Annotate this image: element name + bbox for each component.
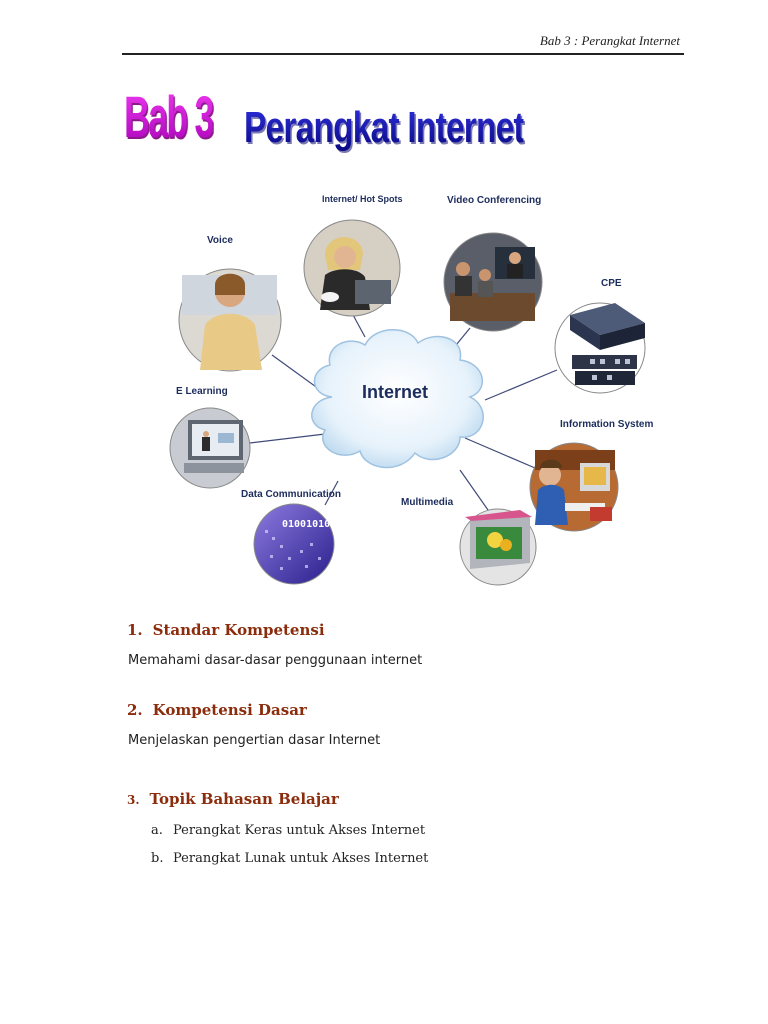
voice-label: Voice: [207, 235, 233, 246]
internet-diagram: [160, 185, 660, 590]
topic-item-a: [151, 823, 425, 838]
cpe-label: CPE: [601, 278, 622, 289]
multimedia-label: Multimedia: [401, 497, 454, 508]
data-communication-image: [254, 504, 334, 584]
information-system-photo: [530, 443, 618, 531]
running-head: Bab 3 : Perangkat Internet: [539, 33, 680, 48]
information-system-label: Information System: [560, 419, 654, 430]
cpe-photo: [555, 303, 645, 393]
section-1-number: 1.: [127, 621, 143, 639]
section-2-heading: [127, 701, 307, 719]
section-1-title: Standar Kompetensi: [152, 621, 325, 639]
page-title: Perangkat Internet: [244, 103, 524, 152]
video-conferencing-photo: [444, 233, 542, 331]
topic-item-a-text: Perangkat Keras untuk Akses Internet: [173, 823, 426, 838]
topic-item-b-text: Perangkat Lunak untuk Akses Internet: [173, 851, 429, 866]
elearning-photo: [170, 408, 250, 488]
section-3-number: 3.: [127, 793, 140, 807]
section-2-body: Menjelaskan pengertian dasar Internet: [128, 733, 381, 748]
topic-item-b: [151, 851, 428, 866]
section-3-heading: [127, 790, 339, 808]
hotspots-label: Internet/ Hot Spots: [322, 194, 403, 204]
multimedia-photo: [460, 509, 536, 585]
internet-cloud-label: Internet: [362, 382, 429, 402]
topic-item-b-marker: b.: [151, 851, 164, 866]
binary-text: 01001010: [282, 519, 331, 530]
video-conferencing-label: Video Conferencing: [447, 195, 542, 206]
section-2-title: Kompetensi Dasar: [152, 701, 307, 719]
data-communication-label: Data Communication: [241, 489, 342, 500]
section-3-title: Topik Bahasan Belajar: [149, 790, 339, 808]
hotspots-photo: [304, 220, 400, 316]
header-rule: [122, 53, 684, 55]
section-2-number: 2.: [127, 701, 143, 719]
topic-item-a-marker: a.: [151, 823, 163, 838]
chapter-title: Bab 3: [124, 85, 213, 150]
section-1-heading: [127, 621, 325, 639]
elearning-label: E Learning: [176, 386, 228, 397]
section-1-body: Memahami dasar-dasar penggunaan internet: [128, 653, 423, 668]
voice-photo: [179, 269, 281, 371]
